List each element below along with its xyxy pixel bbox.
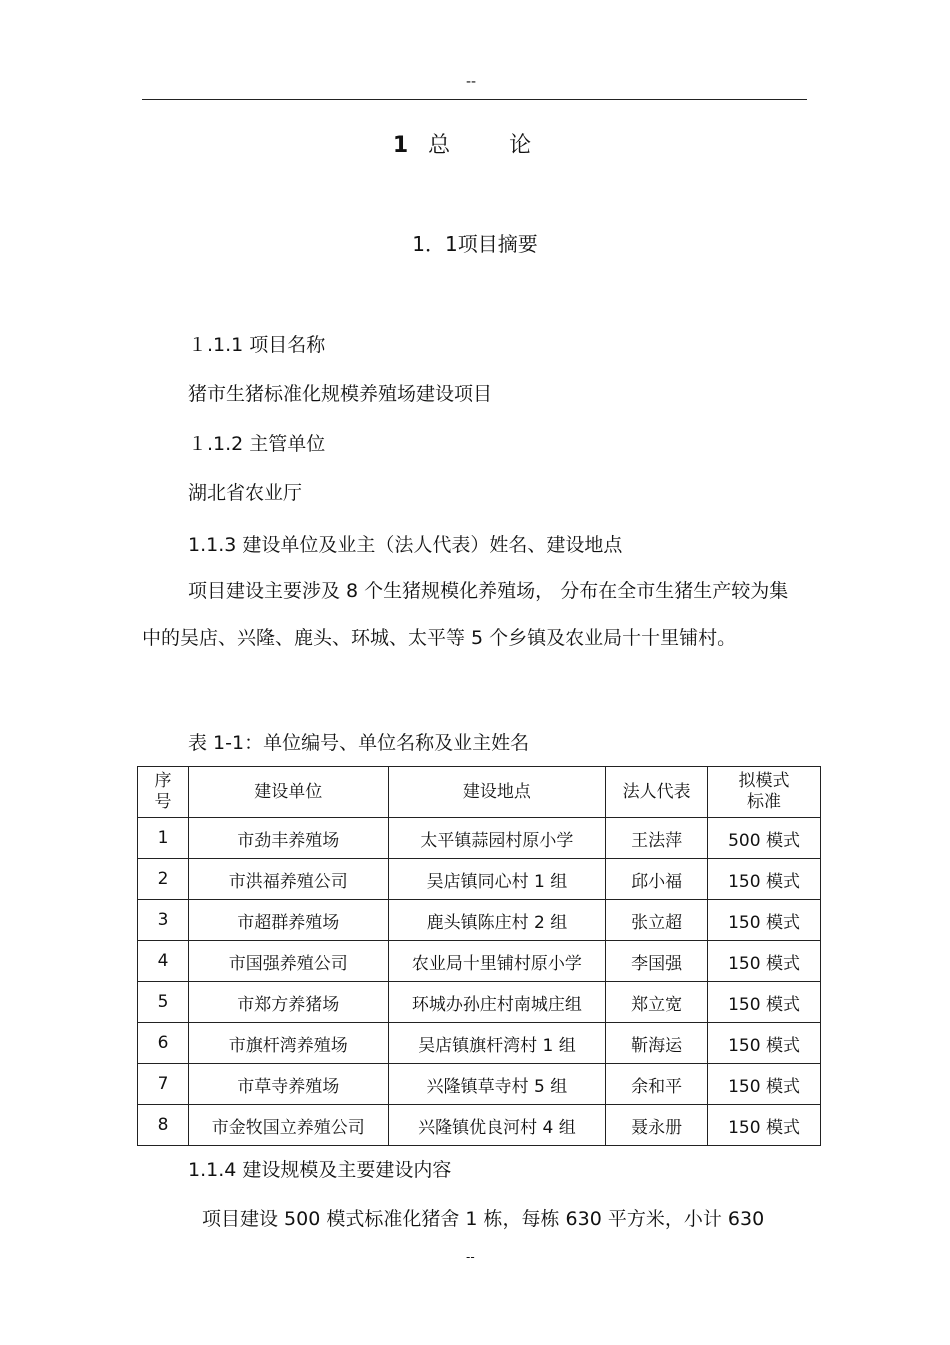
construction-paragraph-text: 项目建设主要涉及 8 个生猪规模化养殖场， 分布在全市生猪生产较为集中的吴店、兴隆、鹿头、环城、太平等 5 个乡镇及农业局十十里铺村。 bbox=[142, 580, 789, 649]
cell-standard: 500 模式 bbox=[708, 818, 821, 859]
cell-index: 3 bbox=[138, 900, 189, 941]
cell-index: 8 bbox=[138, 1105, 189, 1146]
cell-representative: 郑立宽 bbox=[606, 982, 708, 1023]
page-footer-mark: -- bbox=[466, 1250, 475, 1264]
header-rule bbox=[142, 99, 807, 100]
cell-index: 4 bbox=[138, 941, 189, 982]
cell-representative: 王法萍 bbox=[606, 818, 708, 859]
section-title: 1．1项目摘要 bbox=[412, 232, 538, 256]
cell-representative: 邱小福 bbox=[606, 859, 708, 900]
cell-index: 2 bbox=[138, 859, 189, 900]
cell-index: 6 bbox=[138, 1023, 189, 1064]
cell-standard: 150 模式 bbox=[708, 1023, 821, 1064]
cell-representative: 余和平 bbox=[606, 1064, 708, 1105]
cell-location: 吴店镇旗杆湾村 1 组 bbox=[388, 1023, 606, 1064]
cell-index: 7 bbox=[138, 1064, 189, 1105]
table-row bbox=[138, 1105, 821, 1146]
cell-standard: 150 模式 bbox=[708, 1105, 821, 1146]
cell-index: 1 bbox=[138, 818, 189, 859]
table-row bbox=[138, 818, 821, 859]
chapter-title-text: 总 论 bbox=[428, 133, 558, 158]
cell-unit: 市郑方养猪场 bbox=[188, 982, 388, 1023]
header-index: 序号 bbox=[138, 767, 189, 818]
cell-location: 兴隆镇优良河村 4 组 bbox=[388, 1105, 606, 1146]
construction-paragraph bbox=[142, 568, 807, 662]
table-caption: 表 1-1：单位编号、单位名称及业主姓名 bbox=[188, 732, 530, 754]
subsection-heading-1-1-1: １.1.1 项目名称 bbox=[188, 334, 326, 356]
cell-unit: 市劲丰养殖场 bbox=[188, 818, 388, 859]
cell-location: 兴隆镇草寺村 5 组 bbox=[388, 1064, 606, 1105]
cell-unit: 市金牧国立养殖公司 bbox=[188, 1105, 388, 1146]
project-name-text: 猪市生猪标准化规模养殖场建设项目 bbox=[188, 383, 493, 405]
table-row bbox=[138, 1064, 821, 1105]
cell-representative: 李国强 bbox=[606, 941, 708, 982]
table-row bbox=[138, 1023, 821, 1064]
cell-location: 鹿头镇陈庄村 2 组 bbox=[388, 900, 606, 941]
cell-standard: 150 模式 bbox=[708, 982, 821, 1023]
subsection-heading-1-1-2: １.1.2 主管单位 bbox=[188, 433, 326, 455]
cell-representative: 张立超 bbox=[606, 900, 708, 941]
cell-standard: 150 模式 bbox=[708, 1064, 821, 1105]
header-representative: 法人代表 bbox=[606, 767, 708, 818]
cell-representative: 聂永册 bbox=[606, 1105, 708, 1146]
cell-location: 农业局十里铺村原小学 bbox=[388, 941, 606, 982]
cell-standard: 150 模式 bbox=[708, 859, 821, 900]
cell-unit: 市草寺养殖场 bbox=[188, 1064, 388, 1105]
chapter-number: 1 bbox=[392, 133, 409, 158]
units-table bbox=[137, 766, 821, 1146]
cell-standard: 150 模式 bbox=[708, 900, 821, 941]
chapter-title bbox=[0, 128, 950, 159]
page-header-mark: -- bbox=[466, 74, 477, 90]
cell-unit: 市洪福养殖公司 bbox=[188, 859, 388, 900]
header-standard: 拟模式标准 bbox=[708, 767, 821, 818]
cell-location: 吴店镇同心村 1 组 bbox=[388, 859, 606, 900]
table-row bbox=[138, 900, 821, 941]
table-header-row bbox=[138, 767, 821, 818]
cell-unit: 市旗杆湾养殖场 bbox=[188, 1023, 388, 1064]
header-location: 建设地点 bbox=[388, 767, 606, 818]
authority-text: 湖北省农业厅 bbox=[188, 482, 303, 504]
table-row bbox=[138, 859, 821, 900]
cell-index: 5 bbox=[138, 982, 189, 1023]
cell-representative: 靳海运 bbox=[606, 1023, 708, 1064]
cell-location: 环城办孙庄村南城庄组 bbox=[388, 982, 606, 1023]
scale-paragraph bbox=[142, 1196, 807, 1243]
cell-unit: 市超群养殖场 bbox=[188, 900, 388, 941]
table-row bbox=[138, 982, 821, 1023]
cell-unit: 市国强养殖公司 bbox=[188, 941, 388, 982]
subsection-heading-1-1-3: 1.1.3 建设单位及业主（法人代表）姓名、建设地点 bbox=[188, 534, 623, 556]
cell-standard: 150 模式 bbox=[708, 941, 821, 982]
scale-paragraph-text: 项目建设 500 模式标准化猪舍 1 栋，每栋 630 平方米，小计 630 bbox=[202, 1208, 765, 1230]
table-row bbox=[138, 941, 821, 982]
cell-location: 太平镇蒜园村原小学 bbox=[388, 818, 606, 859]
subsection-heading-1-1-4: 1.1.4 建设规模及主要建设内容 bbox=[188, 1159, 452, 1181]
header-unit: 建设单位 bbox=[188, 767, 388, 818]
